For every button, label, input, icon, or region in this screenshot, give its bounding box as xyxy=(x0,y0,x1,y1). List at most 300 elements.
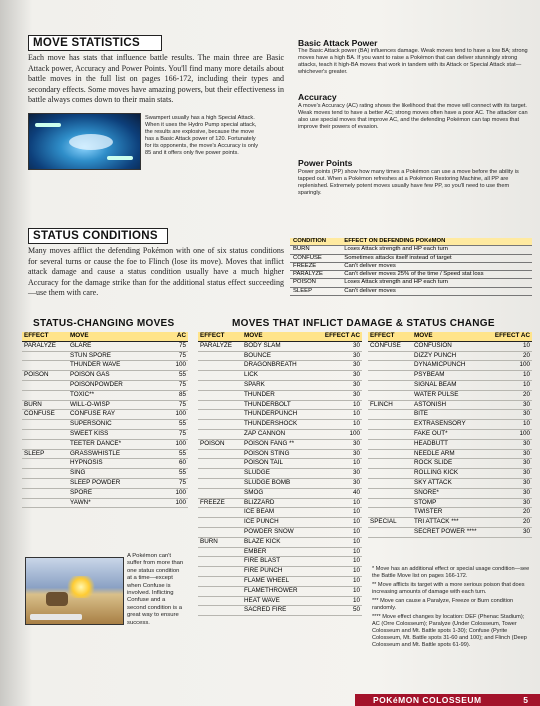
status-moves-header xyxy=(22,332,188,341)
move-cell: SWEET KISS xyxy=(68,429,164,439)
table-row xyxy=(22,439,188,449)
move-cell: GLARE xyxy=(68,341,164,351)
move-cell: BLIZZARD xyxy=(242,498,313,508)
table-row xyxy=(198,508,362,518)
effect-cell: BURN xyxy=(22,400,68,410)
ac-cell: 55 xyxy=(164,449,188,459)
basic-attack-text: The Basic Attack power (BA) influences damage. Weak moves tend to have a low BA; strong moves have a high BA. If you want to raise a Pokémon that can deliver stunningly strong attacks, teach it high-BA moves that work in tandem with its Attack or Special Attack stat—whichever's greater. xyxy=(298,48,528,75)
table-row xyxy=(198,400,362,410)
effect-cell xyxy=(368,429,412,439)
move-cell: ICE PUNCH xyxy=(242,518,313,528)
table-row xyxy=(22,420,188,430)
move-cell: FLAMETHROWER xyxy=(242,586,313,596)
ac-cell: 10 xyxy=(313,547,362,557)
move-cell: BLAZE KICK xyxy=(242,537,313,547)
ac-cell: 20 xyxy=(488,518,532,528)
ac-cell: 10 xyxy=(313,527,362,537)
power-points-title: Power Points xyxy=(298,158,353,168)
effect-cell: PARALYZE xyxy=(198,341,242,351)
effect-cell xyxy=(368,498,412,508)
table-row xyxy=(198,410,362,420)
move-cell: TWISTER xyxy=(412,508,488,518)
status-moves-title: STATUS-CHANGING MOVES xyxy=(33,318,175,329)
effect-cell xyxy=(198,371,242,381)
move-cell: CONFUSE RAY xyxy=(68,410,164,420)
condition-table-header xyxy=(290,238,532,246)
effect-cell xyxy=(368,508,412,518)
ac-cell: 10 xyxy=(313,518,362,528)
move-cell: STOMP xyxy=(412,498,488,508)
ac-cell: 30 xyxy=(313,478,362,488)
page-footer xyxy=(355,694,540,706)
status-moves-ac-header: AC xyxy=(164,332,188,341)
ac-cell: 10 xyxy=(313,596,362,606)
table-row xyxy=(368,361,532,371)
move-cell: POISONPOWDER xyxy=(68,380,164,390)
status-conditions-title: STATUS CONDITIONS xyxy=(28,228,168,244)
ac-cell: 30 xyxy=(488,527,532,537)
table-row xyxy=(198,469,362,479)
move-cell: POWDER SNOW xyxy=(242,527,313,537)
ac-cell: 55 xyxy=(164,469,188,479)
effect-cell: BURN xyxy=(198,537,242,547)
effect-cell xyxy=(198,459,242,469)
move-cell: SIGNAL BEAM xyxy=(412,380,488,390)
effect-cell xyxy=(368,449,412,459)
effect-cell: CONFUSE xyxy=(22,410,68,420)
ac-cell: 55 xyxy=(164,371,188,381)
effect-cell xyxy=(198,576,242,586)
table-row xyxy=(22,429,188,439)
move-cell: SKY ATTACK xyxy=(412,478,488,488)
table-row xyxy=(22,449,188,459)
table-row xyxy=(198,586,362,596)
ac-cell: 55 xyxy=(164,420,188,430)
ac-cell: 60 xyxy=(164,459,188,469)
effect-cell xyxy=(198,380,242,390)
table-row xyxy=(368,351,532,361)
effect-cell xyxy=(368,478,412,488)
ac-cell: 10 xyxy=(313,400,362,410)
move-cell: DYNAMICPUNCH xyxy=(412,361,488,371)
effect-cell xyxy=(198,508,242,518)
table-row xyxy=(368,488,532,498)
ac-cell: 100 xyxy=(313,429,362,439)
ac-cell: 10 xyxy=(313,410,362,420)
table-row xyxy=(198,557,362,567)
move-cell: SECRET POWER **** xyxy=(412,527,488,537)
condition-cell: PARALYZE xyxy=(290,271,341,279)
effect-cell: PARALYZE xyxy=(22,341,68,351)
footnote-1: * Move has an additional effect or special usage condition—see the Battle Move list on pages 166-172. xyxy=(372,566,530,579)
effect-cell: Can't deliver moves 25% of the time / Speed stat loss xyxy=(341,271,532,279)
status-moves-effect-header: EFFECT xyxy=(22,332,68,341)
table-row xyxy=(198,351,362,361)
effect-cell xyxy=(368,390,412,400)
effect-cell xyxy=(198,400,242,410)
ac-cell: 30 xyxy=(488,488,532,498)
move-cell: THUNDERSHOCK xyxy=(242,420,313,430)
table-row xyxy=(368,420,532,430)
table-row xyxy=(22,371,188,381)
effect-cell xyxy=(22,498,68,508)
move-statistics-title: MOVE STATISTICS xyxy=(28,35,162,51)
move-cell: THUNDER WAVE xyxy=(68,361,164,371)
ac-cell: 10 xyxy=(313,567,362,577)
table-row xyxy=(198,439,362,449)
table-row xyxy=(198,596,362,606)
move-cell: POISON FANG ** xyxy=(242,439,313,449)
effect-cell xyxy=(198,586,242,596)
table-row xyxy=(198,567,362,577)
ac-cell: 20 xyxy=(488,390,532,400)
move-cell: SING xyxy=(68,469,164,479)
swampert-screenshot xyxy=(28,113,141,170)
condition-table xyxy=(290,238,532,296)
effect-cell: CONFUSE xyxy=(368,341,412,351)
move-cell: FLAME WHEEL xyxy=(242,576,313,586)
table-row xyxy=(198,498,362,508)
move-cell: FAKE OUT* xyxy=(412,429,488,439)
table-row xyxy=(198,527,362,537)
move-cell: TRI ATTACK *** xyxy=(412,518,488,528)
table-row xyxy=(198,537,362,547)
move-cell: FIRE BLAST xyxy=(242,557,313,567)
table-row xyxy=(368,478,532,488)
table-row xyxy=(22,498,188,508)
ac-cell: 20 xyxy=(488,351,532,361)
move-cell: THUNDER xyxy=(242,390,313,400)
damage-left-effect-header: EFFECT xyxy=(198,332,242,341)
ac-cell: 30 xyxy=(313,371,362,381)
effect-cell: POISON xyxy=(22,371,68,381)
footnote-2: ** Move afflicts its target with a more serious poison that does increasing amounts of damage with each turn. xyxy=(372,582,525,595)
table-row xyxy=(22,351,188,361)
effect-cell xyxy=(198,361,242,371)
table-row xyxy=(198,606,362,616)
table-row xyxy=(368,498,532,508)
move-cell: TOXIC** xyxy=(68,390,164,400)
damage-right-move-header: MOVE xyxy=(412,332,488,341)
ac-cell: 10 xyxy=(313,557,362,567)
effect-cell xyxy=(368,351,412,361)
ac-cell: 30 xyxy=(488,469,532,479)
effect-cell xyxy=(22,361,68,371)
ac-cell: 100 xyxy=(488,361,532,371)
damage-moves-right-table xyxy=(368,332,532,538)
table-row xyxy=(290,262,532,270)
accuracy-text: A move's Accuracy (AC) rating shows the likelihood that the move will connect with its target. Weak moves tend to have a better AC; strong moves often have a poor AC. The attacker can also use special moves that improve AC, and the defending Pokémon can tap moves that improve their powers of evasion. xyxy=(298,103,528,130)
table-row xyxy=(368,449,532,459)
ac-cell: 75 xyxy=(164,380,188,390)
effect-cell xyxy=(368,371,412,381)
effect-cell xyxy=(22,351,68,361)
move-cell: SLUDGE BOMB xyxy=(242,478,313,488)
battle-screenshot xyxy=(25,557,124,625)
effect-cell xyxy=(22,420,68,430)
effect-cell xyxy=(198,420,242,430)
table-row xyxy=(198,429,362,439)
effect-cell: FREEZE xyxy=(198,498,242,508)
effect-cell xyxy=(22,469,68,479)
table-row xyxy=(22,400,188,410)
effect-cell: Loses Attack strength and HP each turn xyxy=(341,246,532,254)
effect-cell xyxy=(198,351,242,361)
move-cell: SACRED FIRE xyxy=(242,606,313,616)
effect-cell: SLEEP xyxy=(22,449,68,459)
effect-cell xyxy=(198,390,242,400)
move-cell: PSYBEAM xyxy=(412,371,488,381)
table-row xyxy=(22,410,188,420)
table-row xyxy=(368,508,532,518)
status-moves-move-header: MOVE xyxy=(68,332,164,341)
effect-cell xyxy=(368,527,412,537)
move-cell: WILL-O-WISP xyxy=(68,400,164,410)
table-row xyxy=(198,518,362,528)
ac-cell: 30 xyxy=(488,478,532,488)
effect-cell: Can't deliver moves xyxy=(341,287,532,295)
ac-cell: 30 xyxy=(313,390,362,400)
table-row xyxy=(368,459,532,469)
ac-cell: 10 xyxy=(313,586,362,596)
move-cell: ASTONISH xyxy=(412,400,488,410)
effect-cell xyxy=(198,518,242,528)
effect-cell xyxy=(368,361,412,371)
table-row xyxy=(198,390,362,400)
ac-cell: 40 xyxy=(313,488,362,498)
table-row xyxy=(368,380,532,390)
table-row xyxy=(198,420,362,430)
effect-cell: Loses Attack strength and HP each turn xyxy=(341,279,532,287)
move-cell: YAWN* xyxy=(68,498,164,508)
damage-moves-left-table xyxy=(198,332,362,616)
move-cell: TEETER DANCE* xyxy=(68,439,164,449)
move-cell: ZAP CANNON xyxy=(242,429,313,439)
move-cell: EXTRASENSORY xyxy=(412,420,488,430)
move-cell: STUN SPORE xyxy=(68,351,164,361)
effect-cell xyxy=(22,439,68,449)
status-conditions-text: Many moves afflict the defending Pokémon with one of six status conditions for several turns or cause the foe to Flinch (lose its move). Moves that inflict attack damage and cause a status condition usually have a much higher Accuracy for the damage strike than for the additional status effect succeeding—use them with care. xyxy=(28,246,284,297)
damage-right-header xyxy=(368,332,532,341)
condition-cell: POISON xyxy=(290,279,341,287)
move-cell: SUPERSONIC xyxy=(68,420,164,430)
battle-caption: A Pokémon can't suffer from more than one status condition at a time—except when Confuse is involved. Inflicting Confuse and a second condition is a great way to ensure success. xyxy=(127,553,184,626)
table-row xyxy=(198,488,362,498)
condition-cell: CONFUSE xyxy=(290,254,341,262)
effect-cell xyxy=(22,380,68,390)
move-cell: EMBER xyxy=(242,547,313,557)
table-row xyxy=(368,439,532,449)
move-cell: SMOG xyxy=(242,488,313,498)
ac-cell: 20 xyxy=(488,508,532,518)
basic-attack-title: Basic Attack Power xyxy=(298,38,378,48)
ac-cell: 30 xyxy=(313,361,362,371)
move-cell: BOUNCE xyxy=(242,351,313,361)
table-row xyxy=(368,371,532,381)
effect-cell xyxy=(198,429,242,439)
effect-cell xyxy=(198,527,242,537)
move-cell: THUNDERPUNCH xyxy=(242,410,313,420)
effect-cell xyxy=(368,410,412,420)
table-row xyxy=(22,380,188,390)
ac-cell: 75 xyxy=(164,478,188,488)
effect-cell xyxy=(368,469,412,479)
footnote-4: **** Move effect changes by location: DEF (Phenac Stadium); AC (Orre Colosseum); Paralyze (Under Colosseum, Tower Colosseum and Mt. Battle spots 1-30); Confuse (Pyrite Colosseum, Mt. Battle spots 31-60 and 100); and Flinch (Deep Colosseum and Mt. Battle spots 61-99). xyxy=(372,614,527,648)
table-row xyxy=(368,341,532,351)
move-cell: POISON STING xyxy=(242,449,313,459)
table-row xyxy=(22,341,188,351)
damage-left-move-header: MOVE xyxy=(242,332,313,341)
table-row xyxy=(198,478,362,488)
effect-cell xyxy=(198,596,242,606)
effect-cell xyxy=(198,567,242,577)
ac-cell: 10 xyxy=(488,341,532,351)
ac-cell: 75 xyxy=(164,429,188,439)
move-cell: SLUDGE xyxy=(242,469,313,479)
move-cell: HEAT WAVE xyxy=(242,596,313,606)
status-moves-table xyxy=(22,332,188,508)
ac-cell: 10 xyxy=(313,498,362,508)
ac-cell: 30 xyxy=(488,439,532,449)
footer-brand: POKéMON COLOSSEUM xyxy=(373,695,482,705)
effect-cell xyxy=(22,429,68,439)
ac-cell: 10 xyxy=(313,459,362,469)
move-cell: BITE xyxy=(412,410,488,420)
damage-left-ac-header: EFFECT AC xyxy=(313,332,362,341)
ac-cell: 100 xyxy=(488,429,532,439)
ac-cell: 10 xyxy=(313,508,362,518)
move-cell: CONFUSION xyxy=(412,341,488,351)
effect-cell xyxy=(198,547,242,557)
table-row xyxy=(368,527,532,537)
effect-cell xyxy=(198,410,242,420)
ac-cell: 75 xyxy=(164,341,188,351)
table-row xyxy=(290,246,532,254)
move-cell: SPARK xyxy=(242,380,313,390)
effect-cell xyxy=(368,488,412,498)
table-row xyxy=(290,287,532,295)
condition-cell: BURN xyxy=(290,246,341,254)
ac-cell: 10 xyxy=(313,576,362,586)
effect-cell xyxy=(22,478,68,488)
ac-cell: 75 xyxy=(164,400,188,410)
ac-cell: 30 xyxy=(313,469,362,479)
move-cell: SLEEP POWDER xyxy=(68,478,164,488)
ac-cell: 10 xyxy=(313,537,362,547)
damage-left-header xyxy=(198,332,362,341)
damage-right-ac-header: EFFECT AC xyxy=(488,332,532,341)
table-row xyxy=(22,361,188,371)
table-row xyxy=(22,488,188,498)
table-row xyxy=(368,518,532,528)
move-cell: WATER PULSE xyxy=(412,390,488,400)
ac-cell: 10 xyxy=(488,380,532,390)
table-row xyxy=(198,449,362,459)
move-cell: DRAGONBREATH xyxy=(242,361,313,371)
accuracy-title: Accuracy xyxy=(298,92,337,102)
table-row xyxy=(290,279,532,287)
effect-cell xyxy=(22,459,68,469)
condition-cell: FREEZE xyxy=(290,262,341,270)
move-cell: LICK xyxy=(242,371,313,381)
table-row xyxy=(22,459,188,469)
table-row xyxy=(368,400,532,410)
effect-cell xyxy=(368,420,412,430)
table-row xyxy=(22,469,188,479)
damage-right-effect-header: EFFECT xyxy=(368,332,412,341)
condition-header: CONDITION xyxy=(290,238,341,246)
ac-cell: 100 xyxy=(164,410,188,420)
table-row xyxy=(198,380,362,390)
move-cell: ROLLING KICK xyxy=(412,469,488,479)
effect-cell xyxy=(198,469,242,479)
ac-cell: 10 xyxy=(488,371,532,381)
table-row xyxy=(198,341,362,351)
page-number: 5 xyxy=(523,695,528,705)
move-statistics-intro: Each move has stats that influence battle results. The main three are Basic Attack power, Accuracy and Power Points. You'll find many more details about battle moves in the full list on pages 166-172, including their types and secondary effects. Some moves have amazing powers, but their effectiveness in battle always comes down to their main stats. xyxy=(28,53,284,104)
move-cell: SNORE* xyxy=(412,488,488,498)
table-row xyxy=(368,469,532,479)
move-cell: BODY SLAM xyxy=(242,341,313,351)
move-cell: ICE BEAM xyxy=(242,508,313,518)
table-row xyxy=(198,576,362,586)
move-cell: FIRE PUNCH xyxy=(242,567,313,577)
ac-cell: 100 xyxy=(164,488,188,498)
ac-cell: 100 xyxy=(164,498,188,508)
ac-cell: 30 xyxy=(488,498,532,508)
effect-cell: POISON xyxy=(198,439,242,449)
table-row xyxy=(198,361,362,371)
effect-cell xyxy=(368,439,412,449)
ac-cell: 30 xyxy=(488,410,532,420)
move-cell: NEEDLE ARM xyxy=(412,449,488,459)
table-row xyxy=(368,390,532,400)
effect-cell: Sometimes attacks itself instead of target xyxy=(341,254,532,262)
ac-cell: 100 xyxy=(164,439,188,449)
table-row xyxy=(198,459,362,469)
effect-cell: FLINCH xyxy=(368,400,412,410)
effect-cell xyxy=(22,390,68,400)
ac-cell: 30 xyxy=(488,400,532,410)
ac-cell: 30 xyxy=(313,380,362,390)
move-cell: HEADBUTT xyxy=(412,439,488,449)
table-row xyxy=(290,271,532,279)
effect-cell xyxy=(198,449,242,459)
ac-cell: 30 xyxy=(313,449,362,459)
ac-cell: 30 xyxy=(313,341,362,351)
move-cell: THUNDERBOLT xyxy=(242,400,313,410)
move-cell: ROCK SLIDE xyxy=(412,459,488,469)
move-cell: POISON GAS xyxy=(68,371,164,381)
ac-cell: 30 xyxy=(313,439,362,449)
ac-cell: 30 xyxy=(488,459,532,469)
move-cell: DIZZY PUNCH xyxy=(412,351,488,361)
effect-cell: Can't deliver moves xyxy=(341,262,532,270)
table-row xyxy=(198,371,362,381)
effect-cell xyxy=(198,478,242,488)
ac-cell: 50 xyxy=(313,606,362,616)
effect-cell xyxy=(22,488,68,498)
ac-cell: 75 xyxy=(164,351,188,361)
swampert-caption: Swampert usually has a high Special Attack. When it uses the Hydro Pump special attack, the results are explosive, because the move has a Basic Attack power of 120. Fortunately for its opponents, the move's Accuracy is only 85 and it offers only five power points. xyxy=(145,115,258,156)
power-points-text: Power points (PP) show how many times a Pokémon can use a move before the ability is tapped out. When a Pokémon refreshes at a Pokémon Restoring Machine, all PP are replenished. Extremely potent moves usually have few PP, so you'll need to use them sparingly. xyxy=(298,169,519,196)
ac-cell: 10 xyxy=(313,420,362,430)
effect-cell xyxy=(368,459,412,469)
table-row xyxy=(368,429,532,439)
move-cell: HYPNOSIS xyxy=(68,459,164,469)
ac-cell: 100 xyxy=(164,361,188,371)
footnotes xyxy=(372,566,532,649)
